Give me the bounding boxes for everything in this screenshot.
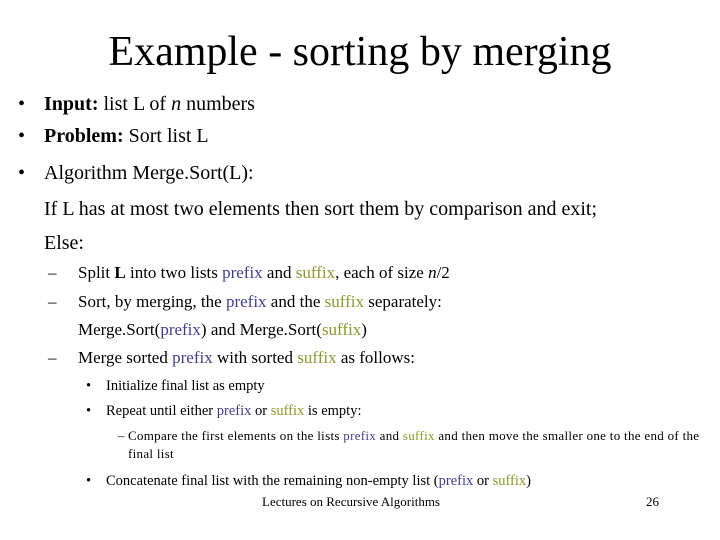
sub-repeat: Repeat until either prefix or suffix is empty: [106, 403, 362, 419]
dash: – [48, 348, 57, 367]
bullet-dot: • [18, 162, 26, 184]
bullet-algorithm: Algorithm Merge.Sort(L): [44, 162, 254, 184]
sub-compare: Compare the first elements on the lists prefix and suffix and then move the smaller one to the end of the final list [128, 428, 700, 461]
bullet-dot: • [86, 403, 92, 419]
bullet-dot: • [18, 93, 26, 115]
footer-text: Lectures on Recursive Algorithms [262, 494, 440, 509]
bullet-problem: Problem: Sort list L [44, 125, 209, 147]
step-sort-call: Merge.Sort(prefix) and Merge.Sort(suffix) [78, 320, 367, 339]
page-number: 26 [646, 494, 659, 509]
bullet-dot: • [86, 378, 92, 394]
bullet-dot: • [86, 473, 92, 489]
bullet-input: Input: list L of n numbers [44, 93, 255, 115]
dash: – [118, 428, 125, 443]
algo-if-line: If L has at most two elements then sort them by comparison and exit; [44, 198, 598, 220]
step-sort: Sort, by merging, the prefix and the suffix separately: [78, 292, 442, 311]
slide-title: Example - sorting by merging [108, 29, 612, 75]
sub-init: Initialize final list as empty [106, 378, 265, 394]
step-split: Split L into two lists prefix and suffix, each of size n/2 [78, 263, 450, 282]
dash: – [48, 263, 57, 282]
algo-else-line: Else: [44, 232, 84, 254]
dash: – [48, 292, 57, 311]
sub-concat: Concatenate final list with the remaining non-empty list (prefix or suffix) [106, 473, 532, 489]
step-merge: Merge sorted prefix with sorted suffix as follows: [78, 348, 415, 367]
bullet-dot: • [18, 125, 26, 147]
